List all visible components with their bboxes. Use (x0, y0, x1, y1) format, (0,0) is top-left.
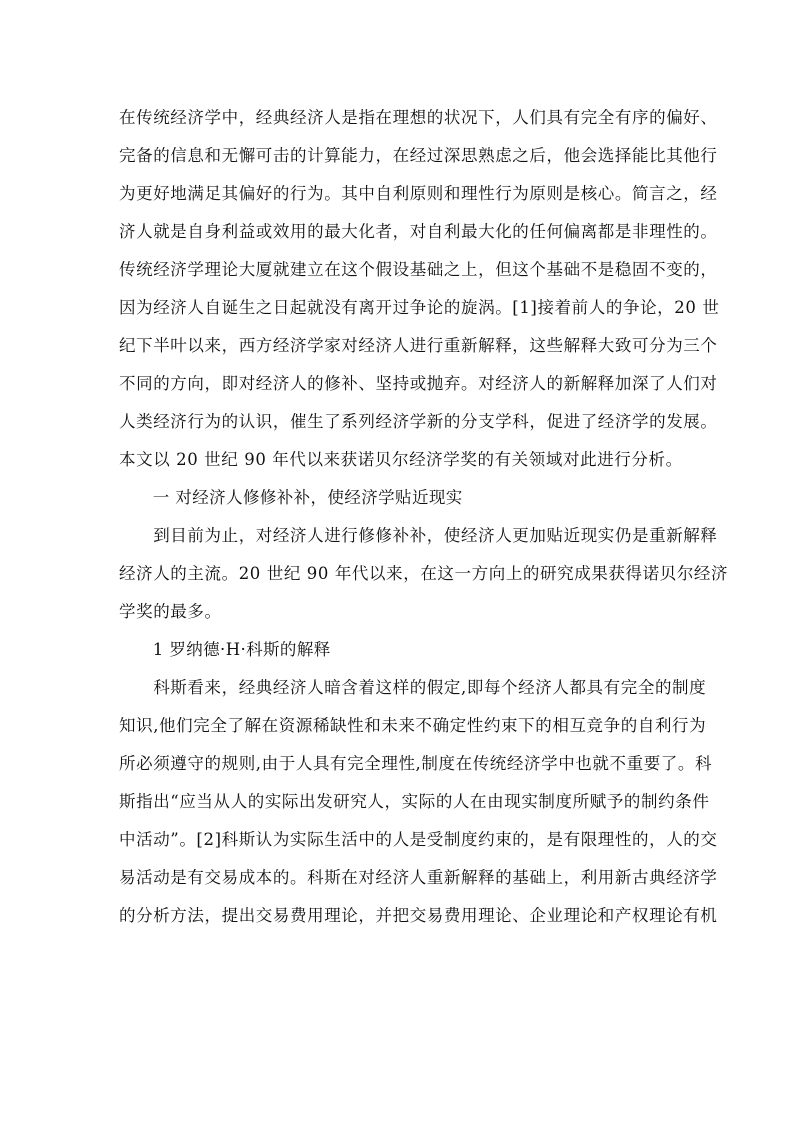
paragraph-line: 为更好地满足其偏好的行为。其中自利原则和理性行为原则是核心。简言之，经 (119, 184, 718, 203)
paragraph-line: 知识,他们完全了解在资源稀缺性和未来不确定性约束下的相互竞争的自利行为 (119, 716, 707, 735)
paragraph-line: 易活动是有交易成本的。科斯在对经济人重新解释的基础上，利用新古典经济学 (119, 868, 718, 887)
paragraph-line: 不同的方向，即对经济人的修补、坚持或抛弃。对经济人的新解释加深了人们对 (119, 374, 718, 393)
paragraph-line: 完备的信息和无懈可击的计算能力，在经过深思熟虑之后，他会选择能比其他行 (119, 146, 718, 165)
paragraph-line: 因为经济人自诞生之日起就没有离开过争论的旋涡。[1]接着前人的争论，20 世 (119, 298, 720, 317)
paragraph-line: 纪下半叶以来，西方经济学家对经济人进行重新解释，这些解释大致可分为三个 (119, 336, 718, 355)
section-heading: 一 对经济人修修补补，使经济学贴近现实 (119, 488, 463, 507)
paragraph-line: 济人就是自身利益或效用的最大化者，对自利最大化的任何偏离都是非理性的。 (119, 222, 718, 241)
paragraph-line: 在传统经济学中，经典经济人是指在理想的状况下，人们具有完全有序的偏好、 (119, 108, 718, 127)
paragraph-line: 学奖的最多。 (119, 602, 222, 621)
paragraph-line: 中活动”。[2]科斯认为实际生活中的人是受制度约束的，是有限理性的，人的交 (119, 830, 718, 849)
paragraph-line: 人类经济行为的认识，催生了系列经济学新的分支学科，促进了经济学的发展。 (119, 412, 718, 431)
paragraph-line: 的分析方法，提出交易费用理论，并把交易费用理论、企业理论和产权理论有机 (119, 906, 718, 925)
paragraph-line: 斯指出“应当从人的实际出发研究人，实际的人在由现实制度所赋予的制约条件 (119, 792, 710, 811)
paragraph-line: 本文以 20 世纪 90 年代以来获诺贝尔经济学奖的有关领域对此进行分析。 (119, 450, 683, 469)
paragraph-line: 经济人的主流。20 世纪 90 年代以来，在这一方向上的研究成果获得诺贝尔经济 (119, 564, 729, 583)
paragraph-line: 所必须遵守的规则,由于人具有完全理性,制度在传统经济学中也就不重要了。科 (119, 754, 713, 773)
paragraph-line: 到目前为止，对经济人进行修修补补，使经济人更加贴近现实仍是重新解释 (119, 526, 718, 545)
subsection-heading: 1 罗纳德·H·科斯的解释 (119, 640, 331, 659)
paragraph-line: 科斯看来，经典经济人暗含着这样的假定,即每个经济人都具有完全的制度 (119, 678, 707, 697)
paragraph-line: 传统经济学理论大厦就建立在这个假设基础之上，但这个基础不是稳固不变的， (119, 260, 718, 279)
